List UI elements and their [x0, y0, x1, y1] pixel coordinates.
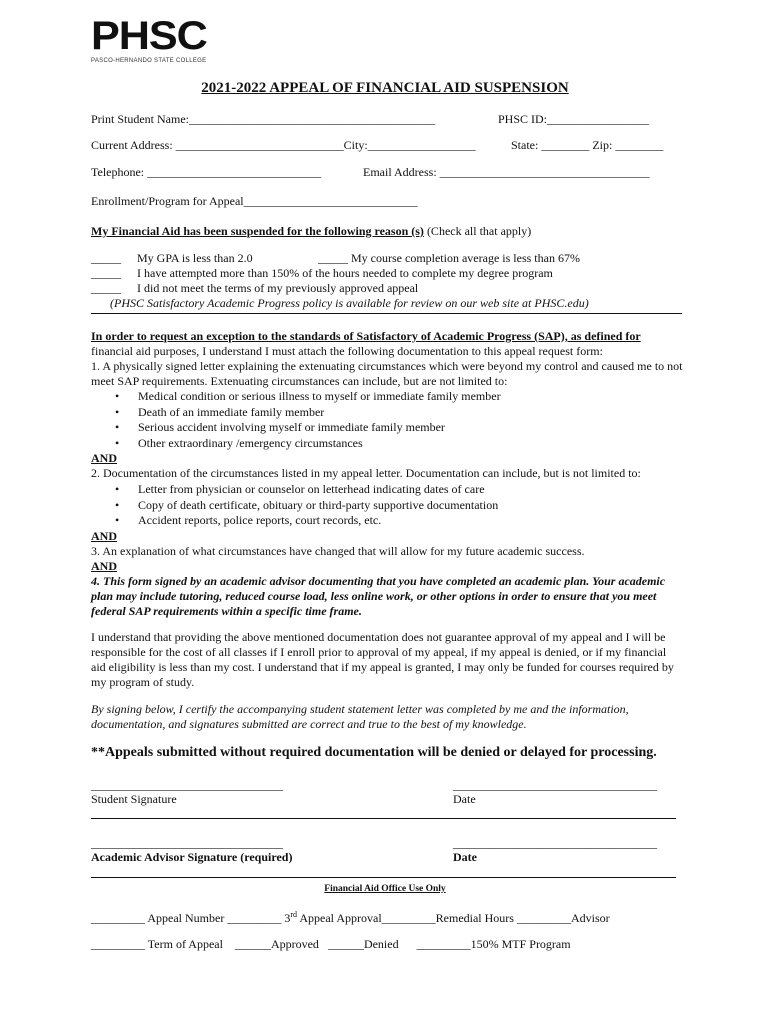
telephone-field[interactable]: Telephone: _____________________________ [91, 165, 322, 179]
advisor-label: Advisor [570, 911, 610, 925]
office-row-2 [91, 937, 571, 952]
list-item: • Death of an immediate family member [115, 405, 501, 421]
term-of-appeal-label: Term of Appeal [147, 937, 223, 951]
third-number: 3 [284, 911, 291, 925]
documentation-list [115, 482, 498, 529]
sap-intro: financial aid purposes, I understand I must attach the following documentation to this appeal request form: [91, 344, 603, 358]
list-item: • Letter from physician or counselor on letterhead indicating dates of care [115, 482, 498, 498]
list-item: • Medical condition or serious illness to myself or immediate family member [115, 389, 501, 405]
advisor-signature-label: Academic Advisor Signature (required) [91, 850, 293, 864]
reason-heading: My Financial Aid has been suspended for the following reason (s) [91, 224, 424, 238]
address-city-field[interactable]: Current Address: ____________________________City:__________________ [91, 138, 476, 152]
list-item: • Serious accident involving myself or immediate family member [115, 420, 501, 436]
form-title: 2021-2022 APPEAL OF FINANCIAL AID SUSPENSION [201, 80, 569, 96]
phsc-id-field[interactable]: PHSC ID:_________________ [498, 112, 650, 126]
student-signature-label: Student Signature [91, 792, 177, 806]
terms-reason: I did not meet the terms of my previously approved appeal [137, 281, 419, 295]
understanding-statement: I understand that providing the above mentioned documentation does not guarantee approval of my appeal and I will be responsible for the cost of all classes if I enroll prior to approval of my appeal, if my appeal is denied, or if my financial aid eligibility is less than my cost. I understand that if my appeal is granted, I may only be funded for courses required by my program of study. [91, 630, 674, 689]
sap-item-4: 4. This form signed by an academic advisor documenting that you have completed an academic plan. Your academic plan may include tutoring, reduced course load, less online work, or other options in order to ensure that you meet federal SAP requirements within a specific time frame. [91, 574, 666, 618]
sap-item-2: 2. Documentation of the circumstances listed in my appeal letter. Documentation can include, but is not limited to: [91, 466, 641, 480]
denied-label: Denied [363, 937, 399, 951]
student-date-line[interactable]: __________________________________ [453, 778, 657, 792]
gpa-reason: My GPA is less than 2.0 [137, 251, 253, 265]
state-zip-field[interactable]: State: ________ Zip: ________ [511, 138, 664, 152]
approved-blank[interactable]: ______ [234, 937, 271, 951]
hours-checkbox-blank[interactable]: _____ [91, 266, 121, 280]
and-connector-3: AND [91, 559, 117, 573]
logo-subtitle: PASCO-HERNANDO STATE COLLEGE [91, 58, 207, 64]
sap-item-3: 3. An explanation of what circumstances have changed that will allow for my future academic success. [91, 544, 585, 558]
third-approval-label: Appeal Approval [299, 911, 382, 925]
remedial-hours-label: Remedial Hours [435, 911, 514, 925]
phsc-logo [91, 16, 206, 64]
and-connector-1: AND [91, 451, 117, 465]
email-field[interactable]: Email Address: ___________________________________ [363, 165, 650, 179]
gpa-checkbox-blank[interactable]: _____ [91, 251, 121, 265]
certification-statement: By signing below, I certify the accompanying student statement letter was completed by me and the information, documentation, and signatures submitted are correct and true to the best of my knowledge. [91, 702, 629, 731]
documentation-notice: **Appeals submitted without required documentation will be denied or delayed for processing. [91, 745, 657, 760]
advisor-date-line[interactable]: __________________________________ [453, 836, 657, 850]
list-item: • Other extraordinary /emergency circumstances [115, 436, 501, 452]
reason-heading-note: (Check all that apply) [426, 224, 532, 238]
appeal-number-label: Appeal Number [147, 911, 225, 925]
mtf-blank[interactable]: _________ [416, 937, 471, 951]
sap-item-1: 1. A physically signed letter explaining the extenuating circumstances which were beyond my control and caused me to not meet SAP requirements. Extenuating circumstances can include, but are not limited to: [91, 359, 683, 388]
and-connector-2: AND [91, 529, 117, 543]
sap-heading: In order to request an exception to the standards of Satisfactory of Academic Progress (SAP), as defined for [91, 329, 641, 343]
student-signature-line[interactable]: ________________________________ [91, 778, 283, 792]
sap-policy-note: (PHSC Satisfactory Academic Progress policy is available for review on our web site at PHSC.edu) [110, 296, 589, 310]
appeal-number-blank[interactable]: _________ [91, 911, 145, 925]
student-date-label: Date [453, 792, 476, 806]
third-suffix: rd [290, 910, 297, 919]
hours-reason: I have attempted more than 150% of the hours needed to complete my degree program [137, 266, 553, 280]
program-field[interactable]: Enrollment/Program for Appeal_____________________________ [91, 194, 418, 208]
approved-label: Approved [270, 937, 319, 951]
signature-divider [91, 818, 676, 819]
list-item: • Accident reports, police reports, court records, etc. [115, 513, 498, 529]
advisor-date-label: Date [453, 850, 477, 864]
completion-reason[interactable]: _____ My course completion average is less than 67% [318, 251, 580, 265]
reason-heading-line [91, 224, 531, 239]
mtf-program-label: 150% MTF Program [470, 937, 571, 951]
logo-wordmark: PHSC [91, 14, 207, 58]
office-use-heading: Financial Aid Office Use Only [324, 884, 446, 894]
term-blank[interactable]: _________ [91, 937, 145, 951]
office-divider [91, 877, 676, 878]
advisor-signature-line[interactable]: ________________________________ [91, 836, 283, 850]
terms-checkbox-blank[interactable]: _____ [91, 281, 121, 295]
circumstance-list [115, 389, 501, 451]
list-item: • Copy of death certificate, obituary or third-party supportive documentation [115, 498, 498, 514]
remedial-blank[interactable]: _________ [381, 911, 436, 925]
print-name-field[interactable]: Print Student Name:_________________________________________ [91, 112, 435, 126]
office-row-1 [91, 910, 610, 926]
denied-blank[interactable]: ______ [327, 937, 364, 951]
section-divider [91, 313, 682, 314]
third-approval-blank[interactable]: _________ [227, 911, 282, 925]
advisor-blank[interactable]: _________ [516, 911, 571, 925]
